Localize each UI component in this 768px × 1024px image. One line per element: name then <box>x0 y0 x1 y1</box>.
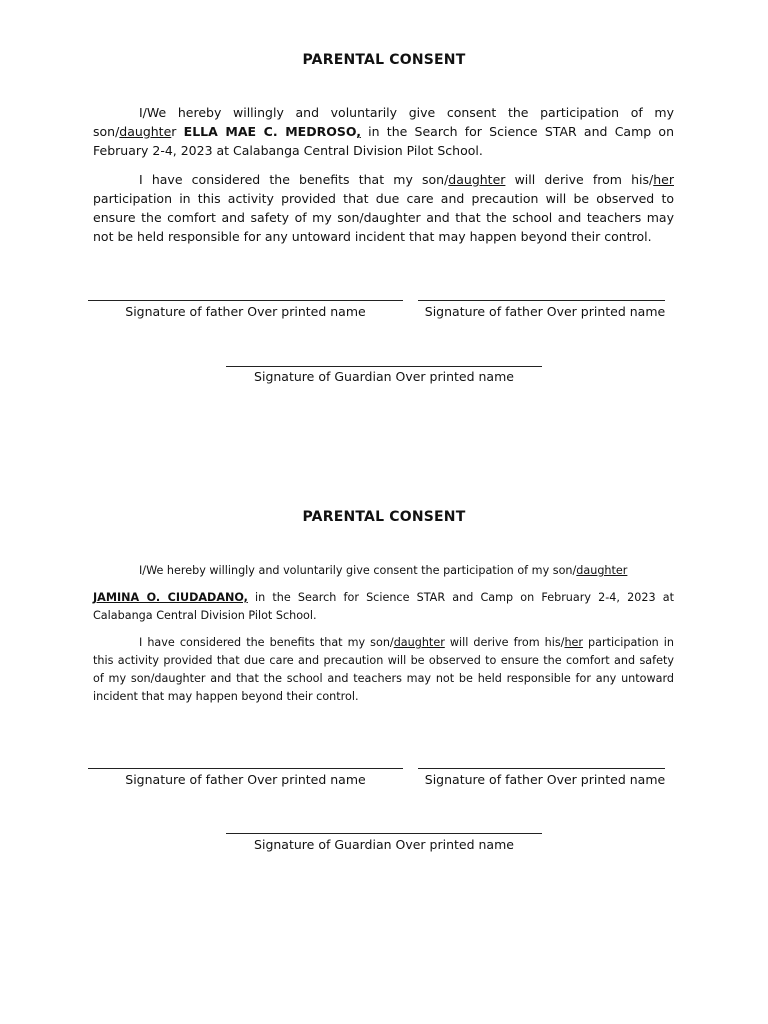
form1-p2-a: I have considered the benefits that my son/ <box>139 172 449 187</box>
form2-p1-daughter: daughter <box>576 564 628 577</box>
form1-p1-lead: I/We hereby willingly and voluntarily give consent the participation of my son/ <box>93 105 674 139</box>
form1-p1-daughter-tail: r <box>171 124 177 139</box>
form1-p2-her: her <box>653 172 674 187</box>
form2-p2-b: will derive from his/ <box>444 636 565 649</box>
form1-benefits-paragraph <box>93 170 674 246</box>
form1-student-name: ELLA MAE C. MEDROSO <box>183 124 357 139</box>
form1-consent-paragraph <box>93 103 674 160</box>
form2-consent-paragraph <box>93 589 674 625</box>
form1-guardian-signature-label: Signature of Guardian Over printed name <box>254 369 514 384</box>
form2-p2-daughter: daughter <box>393 636 445 649</box>
form1-student-name-punct: , <box>356 124 361 139</box>
form2-p1-rest: in the Search for Science STAR and Camp on February 2-4, 2023 at Calabanga Central Division Pilot School. <box>93 591 675 622</box>
form2-student-name: JAMINA O. CIUDADANO, <box>93 591 248 604</box>
form1-guardian-signature-line <box>226 366 542 367</box>
form2-p1-lead: I/We hereby willingly and voluntarily give consent the participation of my son/ <box>139 564 577 577</box>
form2-father-signature-label-right: Signature of father Over printed name <box>424 772 666 787</box>
form2-father-signature-line-right <box>418 768 665 769</box>
form2-p2-a: I have considered the benefits that my son/ <box>139 636 394 649</box>
form1-father-signature-line-right <box>418 300 665 301</box>
form2-title: PARENTAL CONSENT <box>302 509 466 525</box>
form1-father-signature-line-left <box>88 300 403 301</box>
form2-benefits-paragraph <box>93 634 674 706</box>
form1-father-signature-label-right: Signature of father Over printed name <box>424 304 666 319</box>
form1-title: PARENTAL CONSENT <box>302 52 466 68</box>
form1-p2-c: participation in this activity provided that due care and precaution will be observed to ensure the comfort and safety of my son/daughter and that the school and teachers may not be held responsible for any untoward incident that may happen beyond their control. <box>93 191 674 244</box>
form2-consent-lead <box>93 562 674 580</box>
form1-p2-b: will derive from his/ <box>505 172 654 187</box>
form2-p2-her: her <box>564 636 584 649</box>
form1-father-signature-label-left: Signature of father Over printed name <box>125 304 366 319</box>
form2-guardian-signature-line <box>226 833 542 834</box>
form2-father-signature-label-left: Signature of father Over printed name <box>125 772 366 787</box>
form1-p1-daughter: daughte <box>119 124 172 139</box>
form2-p2-c: participation in this activity provided that due care and precaution will be observed to ensure the comfort and safety of my son/daughter and that the school and teachers may not be held responsible for any untoward incident that may happen beyond their control. <box>93 636 674 703</box>
form1-p1-rest: in the Search for Science STAR and Camp on February 2-4, 2023 at Calabanga Central Division Pilot School. <box>93 124 674 158</box>
form2-father-signature-line-left <box>88 768 403 769</box>
form1-p2-daughter: daughter <box>448 172 506 187</box>
form2-guardian-signature-label: Signature of Guardian Over printed name <box>254 837 514 852</box>
